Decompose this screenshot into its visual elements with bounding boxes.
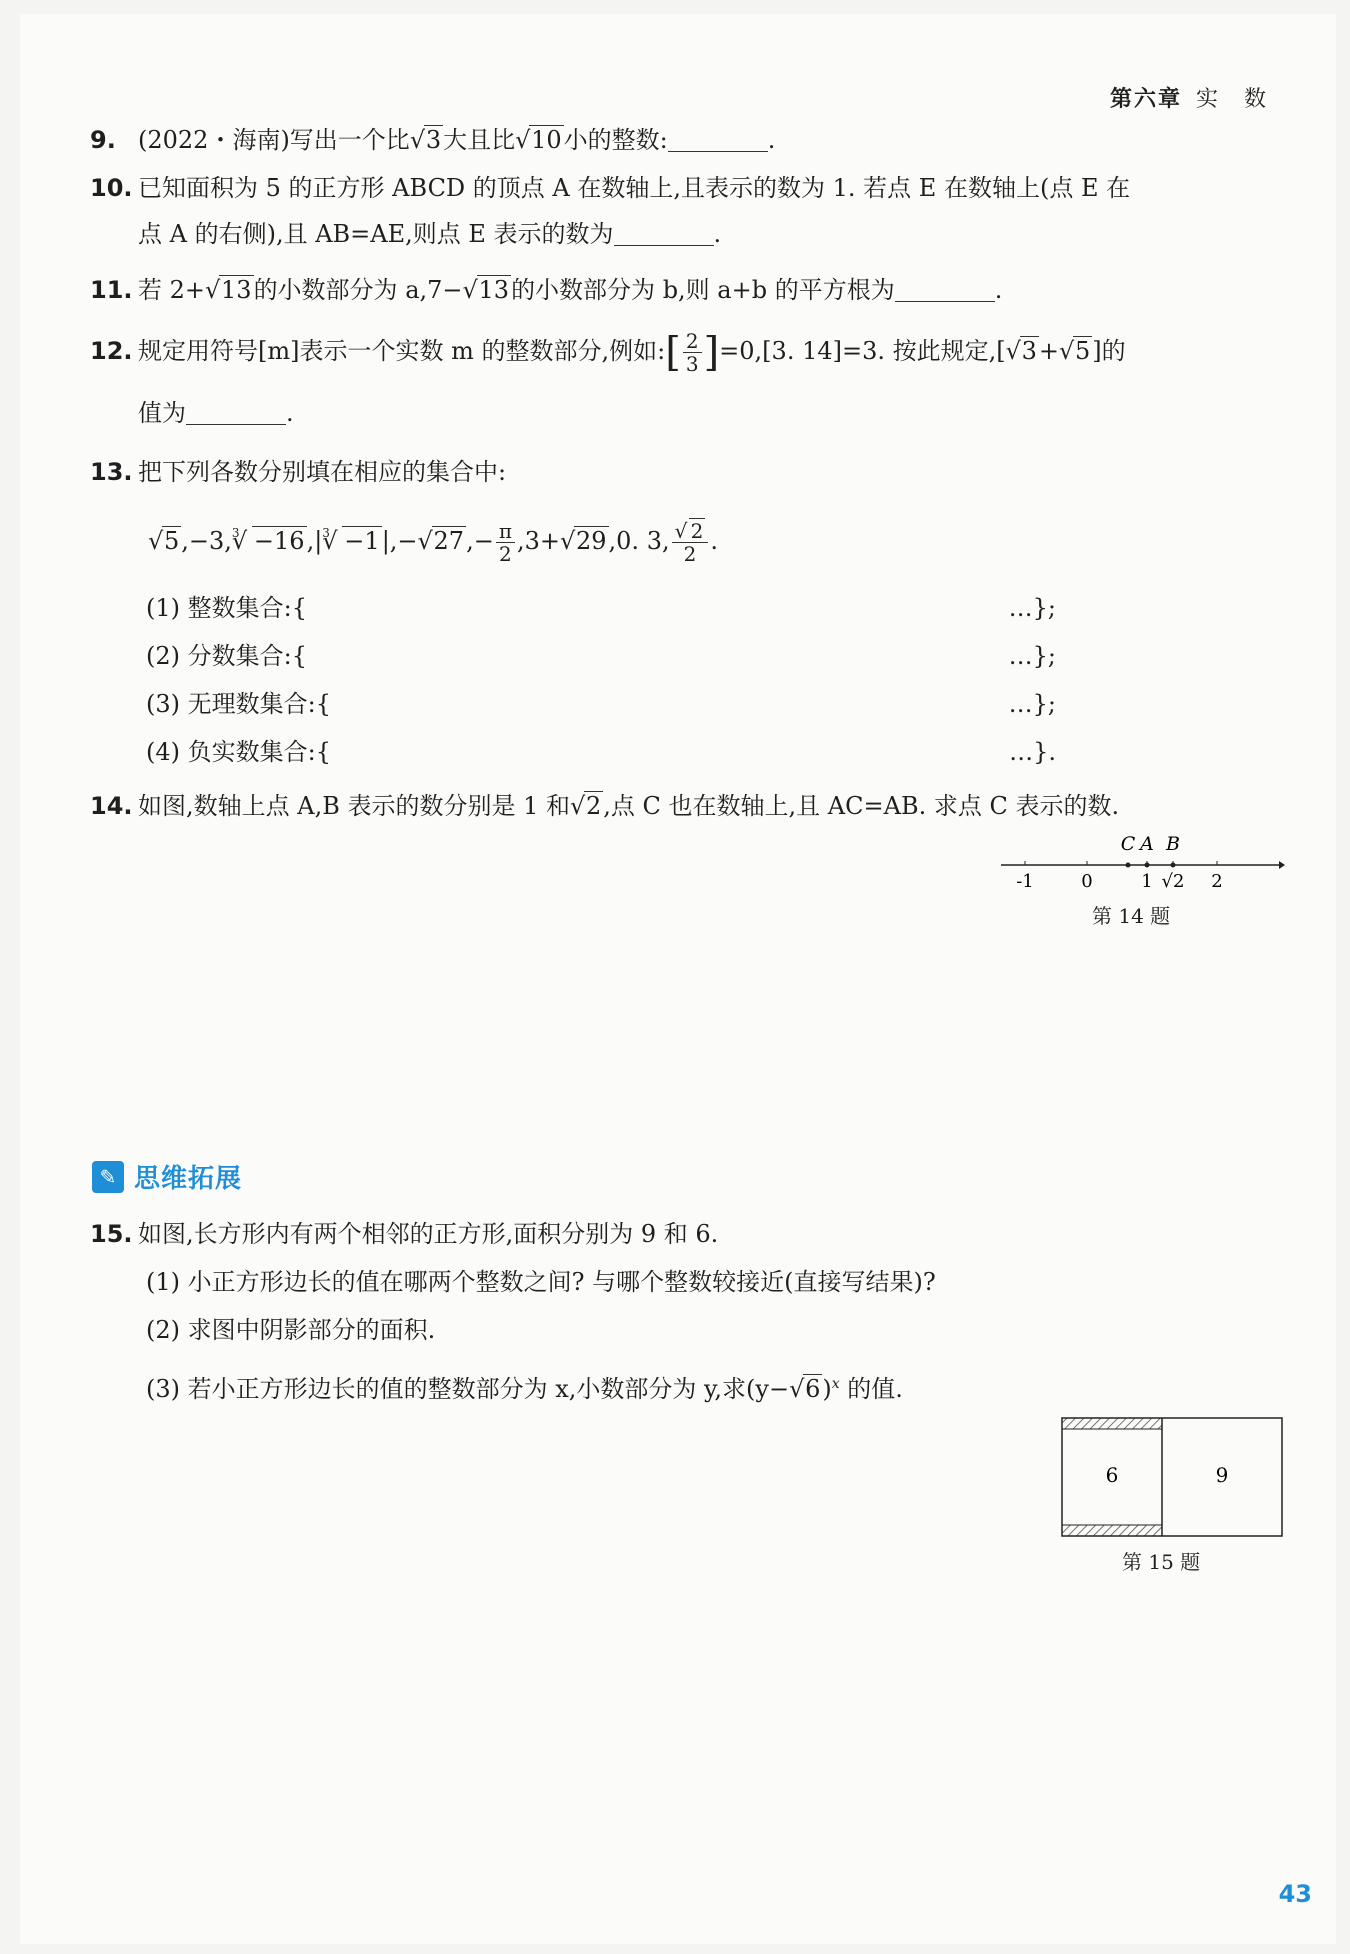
q15-part1: (1) 小正方形边长的值在哪两个整数之间? 与哪个整数较接近(直接写结果)? xyxy=(146,1268,936,1296)
set-label: (3) 无理数集合:{ xyxy=(146,690,331,718)
set-list xyxy=(146,588,1056,780)
answer-blank[interactable] xyxy=(895,277,995,302)
tick-label: -1 xyxy=(1016,871,1034,892)
num-text: ,| xyxy=(306,527,323,555)
answer-blank[interactable] xyxy=(186,400,286,425)
question-11 xyxy=(90,270,1002,310)
point-marker xyxy=(1126,863,1131,868)
q12-end: . xyxy=(286,399,294,427)
q11-text-b: 的小数部分为 a,7− xyxy=(253,276,463,304)
set-end: …}; xyxy=(1008,642,1056,670)
q15-text: 如图,长方形内有两个相邻的正方形,面积分别为 9 和 6. xyxy=(138,1220,719,1248)
set-label: (2) 分数集合:{ xyxy=(146,642,307,670)
q12-text-a: 规定用符号[m]表示一个实数 m 的整数部分,例如: xyxy=(138,337,666,365)
q15-part2: (2) 求图中阴影部分的面积. xyxy=(146,1316,436,1344)
q12-text-b: =0,[3. 14]=3. 按此规定,[ xyxy=(719,337,1006,365)
tick-label: 1 xyxy=(1141,871,1153,892)
q9-text-c: 小的整数: xyxy=(563,126,668,154)
point-label: A xyxy=(1140,833,1154,855)
sqrt-3: √ 3 xyxy=(1006,331,1039,371)
exponent: x xyxy=(831,1376,840,1392)
page-number: 43 xyxy=(1278,1880,1312,1908)
number-list xyxy=(148,520,718,565)
q10-line1: 已知面积为 5 的正方形 ABCD 的顶点 A 在数轴上,且表示的数为 1. 若点 E 在数轴上(点 E 在 xyxy=(138,174,1131,202)
sqrt-5: √ 5 xyxy=(1059,331,1092,371)
q12-text-c: ]的 xyxy=(1092,337,1126,365)
q10-end: . xyxy=(713,220,722,248)
axis-arrow xyxy=(1279,861,1285,869)
question-15 xyxy=(90,1214,718,1254)
q15-p3-text: 的值. xyxy=(839,1375,903,1403)
plus: + xyxy=(1038,337,1059,365)
q15-p3-text: ) xyxy=(822,1375,832,1403)
num-text: ,−3, xyxy=(181,527,232,555)
q12-line2: 值为 xyxy=(138,399,186,427)
cbrt-neg16: √ 3 −16 xyxy=(232,521,307,561)
point-label: C xyxy=(1120,833,1136,855)
fraction: $\frac{2}{3}$ xyxy=(683,330,702,375)
q14-text-a: 如图,数轴上点 A,B 表示的数分别是 1 和 xyxy=(138,792,571,820)
sqrt-10: √ 10 xyxy=(515,120,564,160)
bracket-right: ] xyxy=(703,329,720,376)
section-header xyxy=(92,1158,242,1195)
tick-label: 2 xyxy=(1211,871,1223,892)
q9-end: . xyxy=(767,126,776,154)
figure-14-caption: 第 14 题 xyxy=(1092,904,1171,928)
q9-text-b: 大且比 xyxy=(443,126,516,154)
sqrt-29: √ 29 xyxy=(560,521,609,561)
set-row xyxy=(146,588,1056,636)
shaded-bottom xyxy=(1062,1525,1162,1536)
question-number: 10. xyxy=(90,174,133,202)
chapter-title: 实 数 xyxy=(1195,87,1268,112)
set-label: (4) 负实数集合:{ xyxy=(146,738,331,766)
question-12 xyxy=(90,330,1126,433)
small-square-area: 6 xyxy=(1105,1463,1119,1487)
pencil-icon: ✎ xyxy=(92,1161,124,1193)
cbrt-neg1: √ 3 −1 xyxy=(322,521,381,561)
rectangle-figure xyxy=(1060,1416,1286,1540)
q10-line2: 点 A 的右侧),且 AB=AE,则点 E 表示的数为 xyxy=(138,220,614,248)
sqrt-6: √ 6 xyxy=(789,1369,822,1409)
q11-text-c: 的小数部分为 b,则 a+b 的平方根为 xyxy=(511,276,895,304)
answer-blank[interactable] xyxy=(668,127,768,152)
sqrt-27: √ 27 xyxy=(418,521,467,561)
outer-rectangle xyxy=(1062,1418,1282,1536)
point-marker xyxy=(1171,863,1176,868)
question-number: 15. xyxy=(90,1220,133,1248)
q14-text-b: ,点 C 也在数轴上,且 AC=AB. 求点 C 表示的数. xyxy=(603,792,1120,820)
running-header xyxy=(1110,82,1268,113)
num-text: ,0. 3, xyxy=(608,527,670,555)
number-line-figure xyxy=(995,830,1285,902)
q15-p3-text: (3) 若小正方形边长的值的整数部分为 x,小数部分为 y,求(y− xyxy=(146,1375,790,1403)
question-number: 11. xyxy=(90,276,133,304)
question-14 xyxy=(90,786,1119,826)
answer-blank[interactable] xyxy=(614,221,714,246)
set-row xyxy=(146,732,1056,780)
set-label: (1) 整数集合:{ xyxy=(146,594,307,622)
q11-end: . xyxy=(994,276,1003,304)
sqrt2-over-2: √ $\frac{2}{2}$ xyxy=(672,520,709,565)
tick-label: 0 xyxy=(1081,871,1093,892)
chapter-label: 第六章 xyxy=(1109,87,1182,112)
big-square-area: 9 xyxy=(1215,1463,1229,1487)
point-marker xyxy=(1145,863,1150,868)
pi-over-2: $\frac{\pi}{2}$ xyxy=(496,520,515,565)
sqrt-2: √ 2 xyxy=(570,786,603,826)
tick-label: √2 xyxy=(1161,871,1185,892)
set-end: …}; xyxy=(1008,594,1056,622)
point-label: B xyxy=(1166,833,1180,855)
set-row xyxy=(146,684,1056,732)
set-row xyxy=(146,636,1056,684)
num-text: |,− xyxy=(381,527,418,555)
question-9 xyxy=(90,120,775,160)
q9-text: (2022・海南)写出一个比 xyxy=(138,126,410,154)
set-end: …}. xyxy=(1009,738,1056,766)
num-text: ,− xyxy=(466,527,494,555)
question-number: 14. xyxy=(90,792,133,820)
num-text: ,3+ xyxy=(516,527,560,555)
question-number: 13. xyxy=(90,458,133,486)
question-10 xyxy=(90,168,1130,254)
question-number: 12. xyxy=(90,337,133,365)
shaded-top xyxy=(1062,1418,1162,1429)
q11-text-a: 若 2+ xyxy=(138,276,206,304)
sqrt-3: √ 3 xyxy=(410,120,443,160)
set-end: …}; xyxy=(1008,690,1056,718)
section-title: 思维拓展 xyxy=(134,1164,243,1194)
q13-text: 把下列各数分别填在相应的集合中: xyxy=(138,458,507,486)
sqrt-13: √ 13 xyxy=(205,270,254,310)
question-number: 9. xyxy=(90,126,116,154)
sqrt-13: √ 13 xyxy=(463,270,512,310)
bracket-left: [ xyxy=(665,329,681,376)
q15-part3 xyxy=(146,1364,903,1409)
question-13 xyxy=(90,452,506,492)
figure-15-caption: 第 15 题 xyxy=(1122,1550,1201,1574)
num-text: . xyxy=(710,527,718,555)
sqrt-5: √ 5 xyxy=(148,521,181,561)
